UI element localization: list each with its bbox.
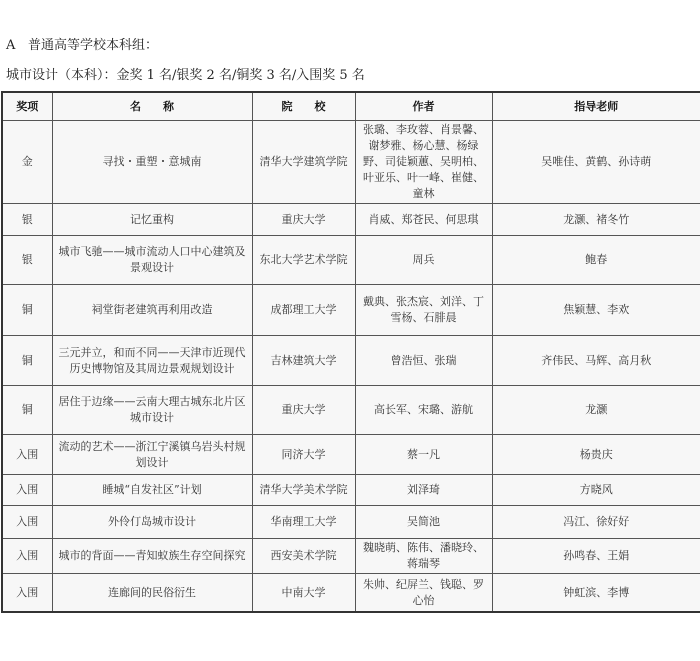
table-header-row	[2, 92, 700, 121]
cell-school: 中南大学	[252, 574, 355, 613]
table-row	[2, 236, 700, 285]
cell-name: 居住于边缘——云南大理古城东北片区城市设计	[52, 386, 252, 435]
section-letter: A	[6, 38, 16, 53]
cell-authors: 戴典、张杰宸、刘洋、丁雪杨、石腓晨	[355, 285, 492, 336]
cell-advisors: 吴唯佳、黄鹤、孙诗萌	[492, 121, 700, 204]
cell-authors: 魏晓萌、陈伟、潘晓玲、蒋瑞琴	[355, 539, 492, 574]
cell-name: 城市的背面——青知蚁族生存空间探究	[52, 539, 252, 574]
cell-advisors: 钟虹滨、李博	[492, 574, 700, 613]
section-title: 普通高等学校本科组：	[28, 38, 159, 53]
table-row	[2, 285, 700, 336]
header-award: 奖项	[2, 92, 52, 121]
cell-award: 银	[2, 204, 52, 236]
cell-school: 华南理工大学	[252, 506, 355, 539]
cell-school: 清华大学建筑学院	[252, 121, 355, 204]
table-row	[2, 336, 700, 386]
cell-school: 重庆大学	[252, 204, 355, 236]
cell-authors: 肖威、郑苍民、何思琪	[355, 204, 492, 236]
cell-award: 金	[2, 121, 52, 204]
cell-advisors: 孙鸣春、王娟	[492, 539, 700, 574]
cell-name: 寻找・重塑・意城南	[52, 121, 252, 204]
cell-award: 铜	[2, 386, 52, 435]
cell-advisors: 龙灏	[492, 386, 700, 435]
cell-authors: 周兵	[355, 236, 492, 285]
cell-authors: 吴简池	[355, 506, 492, 539]
cell-name: 城市飞驰——城市流动人口中心建筑及景观设计	[52, 236, 252, 285]
cell-school: 吉林建筑大学	[252, 336, 355, 386]
cell-authors: 刘泽琦	[355, 475, 492, 506]
cell-authors: 高长军、宋璐、游航	[355, 386, 492, 435]
cell-advisors: 齐伟民、马辉、高月秋	[492, 336, 700, 386]
cell-advisors: 杨贵庆	[492, 435, 700, 475]
cell-award: 入围	[2, 574, 52, 613]
table-row	[2, 506, 700, 539]
cell-authors: 朱帅、纪屏兰、钱聪、罗心怡	[355, 574, 492, 613]
cell-award: 入围	[2, 539, 52, 574]
cell-award: 银	[2, 236, 52, 285]
cell-award: 入围	[2, 506, 52, 539]
cell-advisors: 龙灏、褚冬竹	[492, 204, 700, 236]
cell-school: 成都理工大学	[252, 285, 355, 336]
cell-award: 入围	[2, 475, 52, 506]
table-row	[2, 435, 700, 475]
cell-award: 铜	[2, 285, 52, 336]
header-school: 院 校	[252, 92, 355, 121]
cell-advisors: 焦颖慧、李欢	[492, 285, 700, 336]
table-row	[2, 475, 700, 506]
header-name: 名 称	[52, 92, 252, 121]
cell-award: 铜	[2, 336, 52, 386]
cell-school: 清华大学美术学院	[252, 475, 355, 506]
table-row	[2, 121, 700, 204]
cell-award: 入围	[2, 435, 52, 475]
cell-school: 东北大学艺术学院	[252, 236, 355, 285]
cell-authors: 蔡一凡	[355, 435, 492, 475]
awards-table	[1, 91, 700, 613]
table-row	[2, 386, 700, 435]
cell-school: 同济大学	[252, 435, 355, 475]
cell-advisors: 鲍春	[492, 236, 700, 285]
cell-advisors: 冯江、徐好好	[492, 506, 700, 539]
cell-authors: 张璐、李玫蓉、肖景馨、谢梦雅、杨心慧、杨绿野、司徒颖蕙、吴明柏、叶亚乐、叶一峰、崔健、童林	[355, 121, 492, 204]
cell-advisors: 方晓风	[492, 475, 700, 506]
cell-name: 三元并立，和而不同——天津市近现代历史博物馆及其周边景观规划设计	[52, 336, 252, 386]
cell-name: 祠堂街老建筑再利用改造	[52, 285, 252, 336]
table-row	[2, 574, 700, 613]
cell-school: 重庆大学	[252, 386, 355, 435]
table-row	[2, 204, 700, 236]
cell-authors: 曾浩恒、张瑞	[355, 336, 492, 386]
header-advisors: 指导老师	[492, 92, 700, 121]
section-heading	[6, 38, 158, 54]
cell-name: 睡城“自发社区”计划	[52, 475, 252, 506]
cell-name: 外伶仃岛城市设计	[52, 506, 252, 539]
category-heading: 城市设计（本科）：金奖 1 名/银奖 2 名/铜奖 3 名/入围奖 5 名	[6, 68, 365, 83]
cell-school: 西安美术学院	[252, 539, 355, 574]
table-row	[2, 539, 700, 574]
cell-name: 连廊间的民俗衍生	[52, 574, 252, 613]
cell-name: 流动的艺术——浙江宁溪镇乌岩头村规划设计	[52, 435, 252, 475]
header-authors: 作者	[355, 92, 492, 121]
cell-name: 记忆重构	[52, 204, 252, 236]
